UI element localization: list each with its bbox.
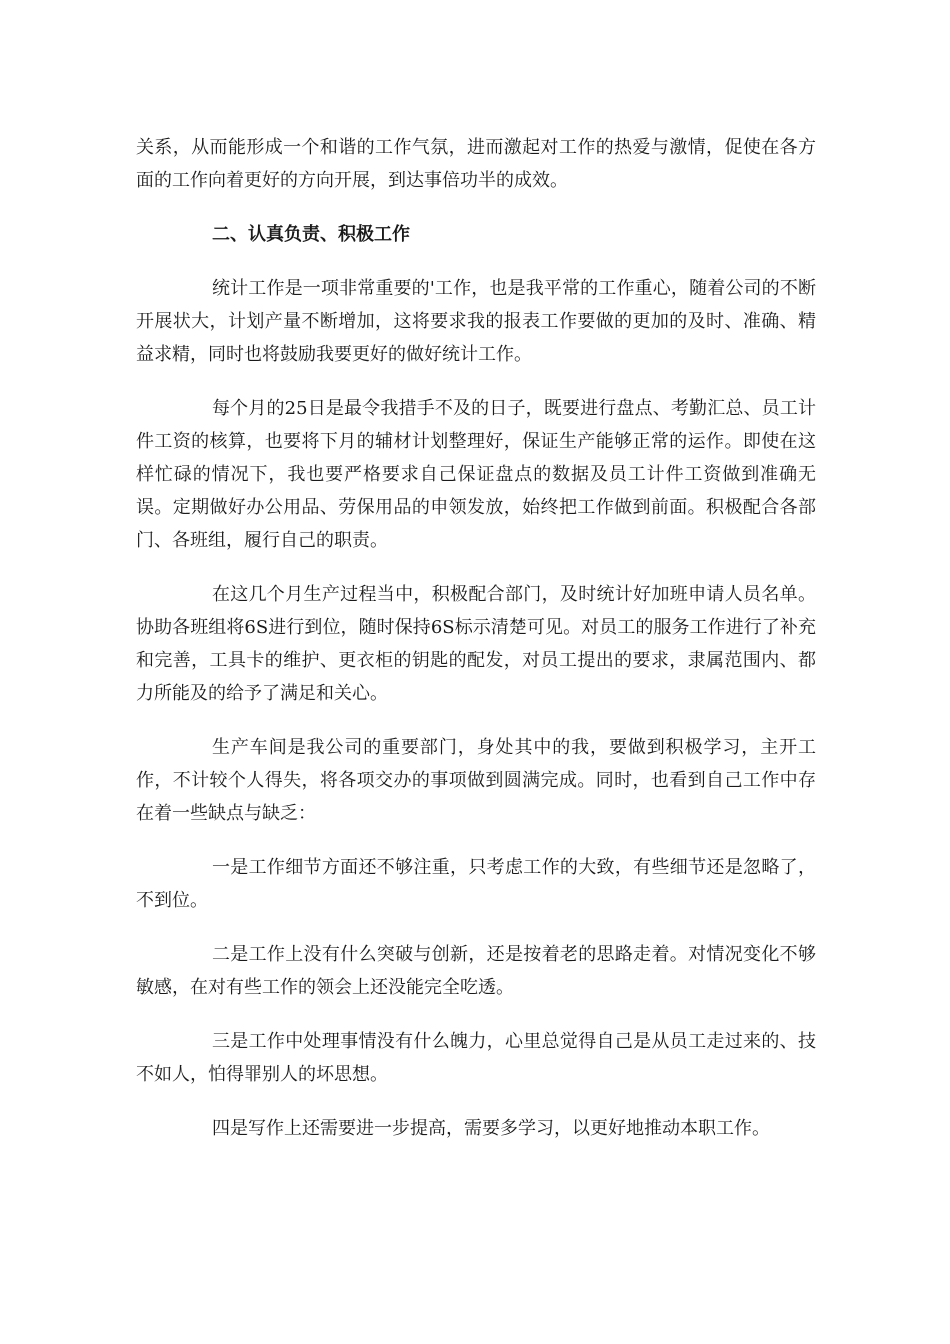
paragraph: 三是工作中处理事情没有什么魄力，心里总觉得自己是从员工走过来的、技不如人，怕得罪别人的坏思想。: [136, 1031, 816, 1085]
paragraph: 一是工作细节方面还不够注重，只考虑工作的大致，有些细节还是忽略了，不到位。: [136, 857, 816, 911]
paragraph: 生产车间是我公司的重要部门，身处其中的我，要做到积极学习，主开工作，不计较个人得失，将各项交办的事项做到圆满完成。同时，也看到自己工作中存在着一些缺点与缺乏：: [136, 737, 816, 824]
section-heading: 二、认真负责、积极工作: [212, 224, 410, 245]
paragraph-continuation: 关系，从而能形成一个和谐的工作气氛，进而激起对工作的热爱与激情，促使在各方面的工作向着更好的方向开展，到达事倍功半的成效。: [136, 137, 816, 191]
document-body: [136, 131, 816, 1166]
paragraph: 统计工作是一项非常重要的'工作，也是我平常的工作重心，随着公司的不断开展状大，计划产量不断增加，这将要求我的报表工作要做的更加的及时、准确、精益求精，同时也将鼓励我要更好的做好统计工作。: [136, 278, 816, 365]
paragraph: 四是写作上还需要进一步提高，需要多学习，以更好地推动本职工作。: [212, 1118, 770, 1139]
paragraph: 每个月的25日是最令我措手不及的日子，既要进行盘点、考勤汇总、员工计件工资的核算，也要将下月的辅材计划整理好，保证生产能够正常的运作。即使在这样忙碌的情况下，我也要严格要求自己保证盘点的数据及员工计件工资做到准确无误。定期做好办公用品、劳保用品的申领发放，始终把工作做到前面。积极配合各部门、各班组，履行自己的职责。: [136, 398, 816, 551]
paragraph: 二是工作上没有什么突破与创新，还是按着老的思路走着。对情况变化不够敏感，在对有些工作的领会上还没能完全吃透。: [136, 944, 816, 998]
paragraph: 在这几个月生产过程当中，积极配合部门，及时统计好加班申请人员名单。协助各班组将6S进行到位，随时保持6S标示清楚可见。对员工的服务工作进行了补充和完善，工具卡的维护、更衣柜的钥匙的配发，对员工提出的要求，隶属范围内、都力所能及的给予了满足和关心。: [136, 584, 816, 704]
